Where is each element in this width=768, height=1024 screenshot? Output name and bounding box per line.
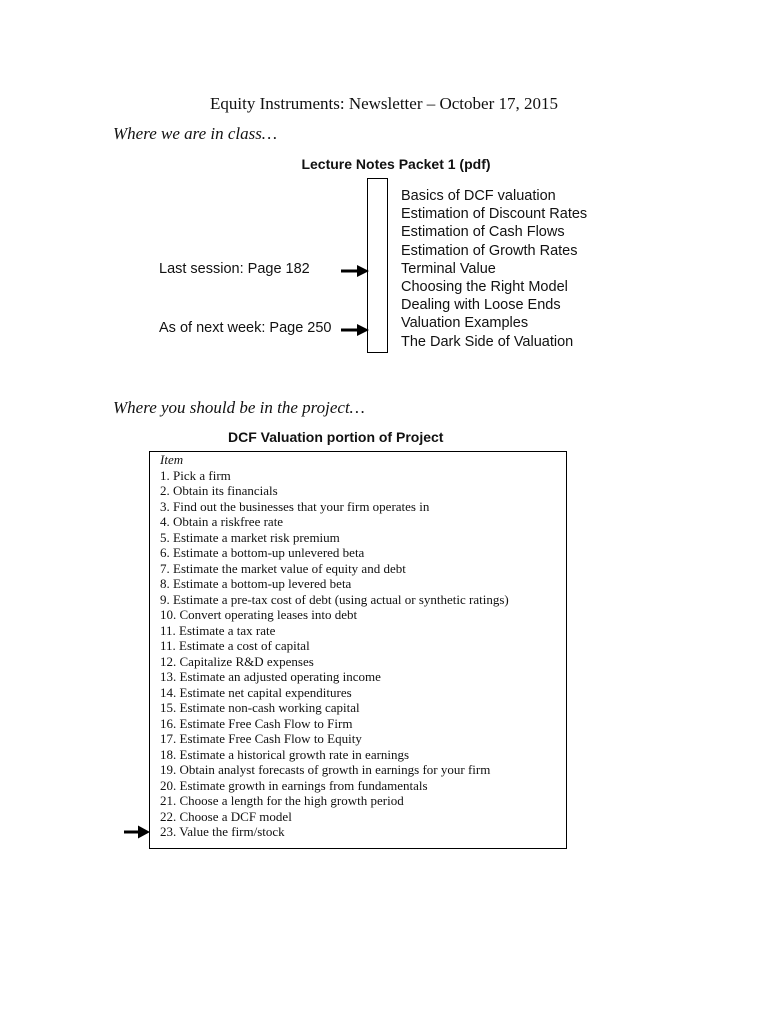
checklist-item: 1. Pick a firm bbox=[160, 467, 231, 483]
checklist-item: 18. Estimate a historical growth rate in earnings bbox=[160, 746, 410, 762]
lecture-packet-title: Lecture Notes Packet 1 (pdf) bbox=[301, 156, 491, 172]
checklist-item: 4. Obtain a riskfree rate bbox=[160, 514, 284, 529]
packet-progress-bar bbox=[367, 178, 388, 353]
topic-item: Terminal Value bbox=[401, 260, 496, 277]
checklist-item: 2. Obtain its financials bbox=[160, 483, 278, 498]
right-arrow-icon bbox=[341, 323, 369, 337]
topic-item: Estimation of Discount Rates bbox=[401, 206, 588, 223]
checklist-item-current: 23. Value the firm/stock bbox=[160, 824, 285, 839]
checklist-item: 12. Capitalize R&D expenses bbox=[160, 653, 314, 669]
topic-item: Valuation Examples bbox=[401, 315, 529, 332]
checklist-item: 7. Estimate the market value of equity and debt bbox=[160, 560, 406, 576]
topic-item: Estimation of Growth Rates bbox=[401, 242, 578, 259]
right-arrow-icon bbox=[341, 264, 369, 278]
checklist-item: 19. Obtain analyst forecasts of growth in earnings for your firm bbox=[160, 762, 491, 777]
topic-item: Estimation of Cash Flows bbox=[401, 224, 565, 241]
checklist-item: 11. Estimate a tax rate bbox=[160, 622, 276, 638]
checklist-item: 15. Estimate non-cash working capital bbox=[160, 700, 360, 715]
packet-topic-list bbox=[401, 187, 587, 351]
checklist-item: 17. Estimate Free Cash Flow to Equity bbox=[160, 731, 362, 746]
topic-item: Choosing the Right Model bbox=[401, 278, 568, 295]
newsletter-title: Equity Instruments: Newsletter – October 17, 2015 bbox=[210, 94, 558, 113]
checklist-item: 20. Estimate growth in earnings from fundamentals bbox=[160, 777, 428, 793]
topic-item: The Dark Side of Valuation bbox=[401, 333, 574, 350]
checklist-item: 9. Estimate a pre-tax cost of debt (using actual or synthetic ratings) bbox=[160, 591, 509, 607]
last-session-label: Last session: Page 182 bbox=[159, 261, 310, 277]
checklist-item: 8. Estimate a bottom-up levered beta bbox=[160, 576, 352, 591]
checklist-item: 22. Choose a DCF model bbox=[160, 808, 292, 824]
topic-item: Dealing with Loose Ends bbox=[401, 297, 561, 314]
checklist-item: 5. Estimate a market risk premium bbox=[160, 529, 340, 545]
project-table-title: DCF Valuation portion of Project bbox=[228, 429, 444, 445]
checklist-item: 6. Estimate a bottom-up unlevered beta bbox=[160, 545, 365, 560]
topic-item: Basics of DCF valuation bbox=[401, 188, 556, 204]
checklist-item: 16. Estimate Free Cash Flow to Firm bbox=[160, 715, 353, 731]
checklist-item: 21. Choose a length for the high growth period bbox=[160, 793, 404, 808]
checklist-item: 11. Estimate a cost of capital bbox=[160, 638, 310, 653]
checklist-item: 10. Convert operating leases into debt bbox=[160, 607, 358, 622]
checklist-header: Item bbox=[160, 452, 184, 467]
project-checklist bbox=[160, 452, 509, 840]
next-week-label: As of next week: Page 250 bbox=[159, 320, 332, 336]
class-progress-heading: Where we are in class… bbox=[113, 124, 277, 143]
checklist-item: 3. Find out the businesses that your firm operates in bbox=[160, 498, 430, 514]
project-progress-heading: Where you should be in the project… bbox=[113, 398, 365, 417]
checklist-item: 13. Estimate an adjusted operating income bbox=[160, 669, 381, 684]
checklist-item: 14. Estimate net capital expenditures bbox=[160, 684, 352, 700]
current-step-arrow-icon bbox=[124, 825, 150, 839]
